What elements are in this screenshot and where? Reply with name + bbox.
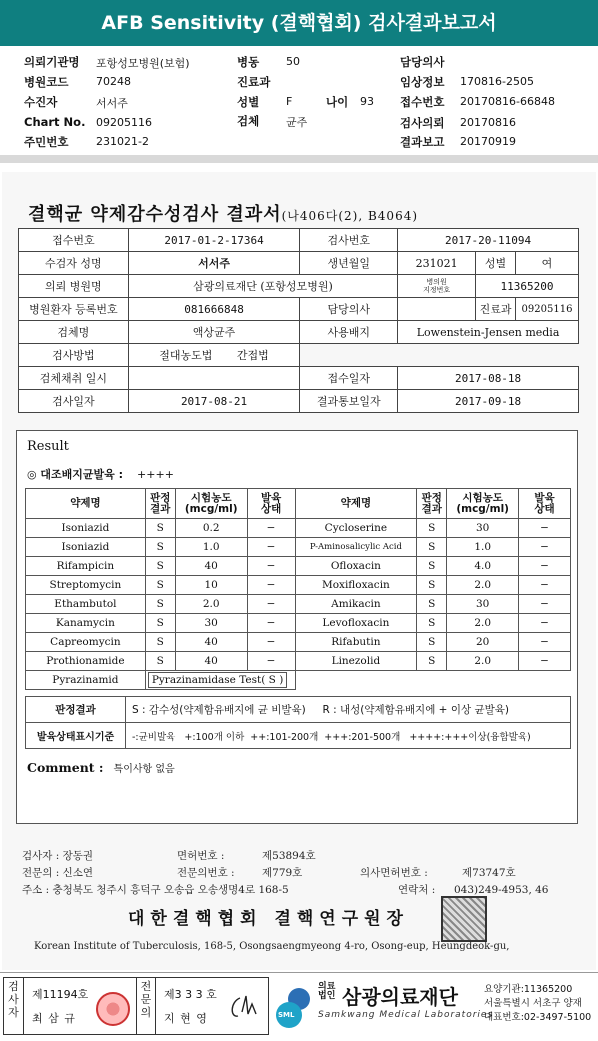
concentration: 2.0 — [447, 652, 519, 671]
form-label: 검사일자 — [19, 390, 129, 413]
ordering-org-label: 의뢰기관명 — [24, 55, 80, 69]
drug-name: Cycloserine — [295, 519, 417, 538]
judgement: S — [145, 633, 175, 652]
concentration: 2.0 — [447, 614, 519, 633]
col-header: 발육 상태 — [247, 489, 295, 519]
drug-name: Isoniazid — [26, 538, 146, 557]
stamp-icon — [96, 992, 130, 1026]
drug-name: Prothionamide — [26, 652, 146, 671]
form-value: 2017-20-11094 — [398, 229, 579, 252]
form-label: 사용배지 — [300, 321, 398, 344]
judge-label: 판정결과 — [26, 697, 126, 723]
judgement: S — [145, 595, 175, 614]
report-date: 20170919 — [460, 135, 516, 148]
chart-label: Chart No. — [24, 115, 86, 129]
drug-name: Streptomycin — [26, 576, 146, 595]
tester-name: 최 삼 규 — [32, 1012, 76, 1025]
specialist-number-label: 전문의번호 : — [177, 867, 235, 879]
form-value: 액상균주 — [128, 321, 300, 344]
doctor-label: 담당의사 — [400, 55, 445, 69]
pza-result — [145, 671, 295, 690]
col-header: 발육 상태 — [519, 489, 571, 519]
form-row — [19, 367, 579, 390]
table-header-row — [26, 489, 571, 519]
form-label: 병원환자 등록번호 — [19, 298, 129, 321]
req-date: 20170816 — [460, 116, 516, 129]
form-value: 여 — [515, 252, 578, 275]
ward-label: 병동 — [237, 55, 260, 69]
specialist: 전문의 : 신소연 — [22, 867, 94, 879]
sml-logo-icon — [276, 980, 310, 1030]
drug-name: Capreomycin — [26, 633, 146, 652]
drug-rows — [26, 519, 571, 671]
judgement: S — [417, 557, 447, 576]
patient: 서서주 — [96, 97, 128, 110]
growth: − — [519, 633, 571, 652]
req-date-label: 검사의뢰 — [400, 116, 445, 130]
form-label: 수검자 성명 — [19, 252, 129, 275]
concentration: 40 — [175, 633, 247, 652]
col-header: 시험농도 (mcg/ml) — [447, 489, 519, 519]
form-value — [398, 298, 476, 321]
concentration: 40 — [175, 652, 247, 671]
judgement: S — [417, 633, 447, 652]
judgement: S — [417, 576, 447, 595]
table-row — [26, 652, 571, 671]
concentration: 2.0 — [175, 595, 247, 614]
judgement: S — [145, 576, 175, 595]
drug-name: P-Aminosalicylic Acid — [295, 538, 417, 557]
concentration: 1.0 — [175, 538, 247, 557]
form-row — [19, 344, 579, 367]
table-row — [26, 538, 571, 557]
doctor-license: 제73747호 — [462, 867, 516, 879]
judgement: S — [145, 557, 175, 576]
clinical: 170816-2505 — [460, 75, 534, 88]
form-label: 의뢰 병원명 — [19, 275, 129, 298]
form-value: 11365200 — [476, 275, 579, 298]
company-address: 서울특별시 서초구 양재 — [484, 998, 582, 1009]
legend-table — [25, 696, 571, 749]
ward: 50 — [286, 55, 300, 68]
table-row — [26, 576, 571, 595]
table-row — [26, 519, 571, 538]
company-english: Samkwang Medical Laboratories — [318, 1010, 494, 1020]
col-header: 약제명 — [26, 489, 146, 519]
drug-name: Amikacin — [295, 595, 417, 614]
table-row — [26, 595, 571, 614]
association-name: 대한결핵협회 결핵연구원장 — [128, 909, 409, 929]
concentration: 30 — [175, 614, 247, 633]
id-number: 231021-2 — [96, 135, 149, 148]
form-value: 231021 — [398, 252, 476, 275]
chart: 09205116 — [96, 116, 152, 129]
concentration: 20 — [447, 633, 519, 652]
form-row — [19, 252, 579, 275]
form-value: 2017-09-18 — [398, 390, 579, 413]
specialist-number: 제779호 — [262, 867, 303, 879]
background-growth-value: ++++ — [137, 468, 174, 481]
form-label: 접수번호 — [19, 229, 129, 252]
growth-value: -:균비발육 +:100개 이하 ++:101-200개 +++:201-500개 ++++:+++이상(융합발육) — [126, 723, 571, 749]
company-text: 삼광의료재단 — [342, 985, 458, 1009]
form-label: 병의원 지정번호 — [398, 275, 476, 298]
concentration: 1.0 — [447, 538, 519, 557]
specialist-license: 제3 3 3 호 — [164, 988, 217, 1001]
form-row — [19, 229, 579, 252]
form-value: 081666848 — [128, 298, 300, 321]
section-divider — [0, 155, 598, 163]
judgement: S — [145, 538, 175, 557]
form-label: 성별 — [476, 252, 516, 275]
form-value: 2017-08-21 — [128, 390, 300, 413]
judgement: S — [145, 614, 175, 633]
drug-name: Ofloxacin — [295, 557, 417, 576]
license-number: 제53894호 — [262, 850, 316, 862]
judgement: S — [417, 652, 447, 671]
judgement: S — [417, 595, 447, 614]
growth: − — [247, 519, 295, 538]
doc-title-text: 결핵균 약제감수성검사 결과서 — [28, 204, 282, 225]
growth: − — [247, 557, 295, 576]
company-name — [318, 981, 458, 1010]
request-form-table — [18, 228, 579, 413]
form-label: 결과통보일자 — [300, 390, 398, 413]
receipt-label: 접수번호 — [400, 95, 445, 109]
result-section — [16, 430, 578, 824]
age: 93 — [360, 95, 374, 108]
specialist-vertical-label: 전 문 의 — [136, 978, 156, 1034]
growth: − — [247, 633, 295, 652]
company-info — [484, 983, 591, 1025]
concentration: 4.0 — [447, 557, 519, 576]
comment-value: 특이사항 없음 — [113, 764, 175, 775]
form-value — [128, 344, 300, 367]
report-label: 결과보고 — [400, 135, 445, 149]
english-address: Korean Institute of Tuberculosis, 168-5, Osongsaengmyeong 4-ro, Osong-eup, Heungdeok-gu, — [34, 941, 510, 952]
address: 주소 : 충청북도 청주시 흥덕구 오송읍 오송생명4로 168-5 — [22, 884, 289, 896]
growth: − — [247, 614, 295, 633]
tester-vertical-label: 검 사 자 — [4, 978, 24, 1034]
id-label: 주민번호 — [24, 135, 69, 149]
susceptibility-table — [25, 488, 571, 690]
document-title — [28, 200, 418, 226]
judgement: S — [145, 652, 175, 671]
concentration: 10 — [175, 576, 247, 595]
growth: − — [247, 652, 295, 671]
form-label: 담당의사 — [300, 298, 398, 321]
report-header: AFB Sensitivity (결핵협회) 검사결과보고서 — [0, 0, 598, 46]
judgement: S — [417, 519, 447, 538]
drug-name: Kanamycin — [26, 614, 146, 633]
receipt: 20170816-66848 — [460, 95, 555, 108]
form-label: 생년월일 — [300, 252, 398, 275]
judgement: S — [417, 614, 447, 633]
form-row — [19, 390, 579, 413]
drug-name: Rifampicin — [26, 557, 146, 576]
judgement: S — [145, 519, 175, 538]
drug-name: Levofloxacin — [295, 614, 417, 633]
tester-license: 제11194호 — [32, 988, 89, 1001]
judge-value — [126, 697, 571, 723]
form-row — [19, 298, 579, 321]
form-label: 진료과 — [476, 298, 516, 321]
comment — [27, 760, 175, 775]
specialist-name: 지 현 영 — [164, 1012, 208, 1025]
growth: − — [519, 538, 571, 557]
sex-label: 성별 — [237, 95, 260, 109]
signature-icon — [226, 992, 262, 1024]
table-row — [26, 614, 571, 633]
form-value: Lowenstein-Jensen media — [398, 321, 579, 344]
form-label: 검사방법 — [19, 344, 129, 367]
col-header: 약제명 — [295, 489, 417, 519]
col-header: 판정 결과 — [145, 489, 175, 519]
growth: − — [519, 614, 571, 633]
growth: − — [247, 576, 295, 595]
concentration: 0.2 — [175, 519, 247, 538]
form-value: 2017-01-2-17364 — [128, 229, 300, 252]
growth: − — [519, 576, 571, 595]
growth: − — [519, 557, 571, 576]
concentration: 2.0 — [447, 576, 519, 595]
main-phone: 대표번호:02-3497-5100 — [484, 1012, 592, 1023]
concentration: 30 — [447, 519, 519, 538]
dept-label: 진료과 — [237, 75, 271, 89]
signer-box — [3, 977, 269, 1035]
drug-name: Ethambutol — [26, 595, 146, 614]
col-header: 판정 결과 — [417, 489, 447, 519]
growth: − — [519, 519, 571, 538]
clinical-label: 임상정보 — [400, 75, 445, 89]
drug-name: Pyrazinamid — [26, 671, 146, 690]
blank-cell — [295, 671, 570, 690]
form-value: 09205116 — [515, 298, 578, 321]
growth-label: 발육상태표시기준 — [26, 723, 126, 749]
background-growth-label: ◎ 대조배지균발육 : — [27, 468, 124, 481]
form-label: 검체채취 일시 — [19, 367, 129, 390]
table-row — [26, 557, 571, 576]
drug-name: Moxifloxacin — [295, 576, 417, 595]
concentration: 40 — [175, 557, 247, 576]
official-seal — [441, 896, 487, 942]
doc-code: (나406다(2), B4064) — [281, 209, 419, 223]
concentration: 30 — [447, 595, 519, 614]
institution-code: 요양기관:11365200 — [484, 984, 573, 995]
judge-s: S : 감수성(약제함유배지에 균 비발육) — [132, 704, 306, 716]
test: 균주 — [286, 116, 308, 129]
logo-text: SML — [278, 1011, 295, 1019]
corp-label: 의료 법인 — [318, 982, 336, 1001]
method-indirect: 간접법 — [236, 349, 269, 362]
judge-r: R : 내성(약제함유배지에 + 이상 균발육) — [322, 704, 509, 716]
contact: 043)249-4953, 46 — [454, 884, 549, 896]
age-label: 나이 — [326, 95, 349, 109]
growth: − — [519, 652, 571, 671]
form-label: 검체명 — [19, 321, 129, 344]
comment-label: Comment : — [27, 760, 104, 775]
growth: − — [247, 595, 295, 614]
contact-label: 연락처 : — [398, 884, 436, 896]
patient-label: 수진자 — [24, 95, 58, 109]
form-value: 서서주 — [128, 252, 300, 275]
hosp-code-label: 병원코드 — [24, 75, 69, 89]
form-value: 2017-08-18 — [398, 367, 579, 390]
form-value: 삼광의료재단 (포항성모병원) — [128, 275, 397, 298]
form-label: 검사번호 — [300, 229, 398, 252]
license-label: 면허번호 : — [177, 850, 225, 862]
table-row — [26, 671, 571, 690]
background-growth — [27, 466, 174, 482]
lab-footer — [0, 972, 598, 1041]
test-label: 검체 — [237, 114, 260, 128]
drug-name: Rifabutin — [295, 633, 417, 652]
blank-cell — [300, 344, 579, 367]
judgement: S — [417, 538, 447, 557]
legend-row — [26, 723, 571, 749]
growth: − — [247, 538, 295, 557]
col-header: 시험농도 (mcg/ml) — [175, 489, 247, 519]
result-title: Result — [27, 439, 69, 454]
form-value — [128, 367, 300, 390]
doctor-license-label: 의사면허번호 : — [360, 867, 428, 879]
drug-name: Linezolid — [295, 652, 417, 671]
legend-row — [26, 697, 571, 723]
table-row — [26, 633, 571, 652]
sex: F — [286, 95, 293, 108]
drug-name: Isoniazid — [26, 519, 146, 538]
growth: − — [519, 595, 571, 614]
method-absolute: 절대농도법 — [159, 349, 213, 362]
tester: 검사자 : 장동권 — [22, 850, 94, 862]
form-row — [19, 321, 579, 344]
form-row — [19, 275, 579, 298]
hosp-code: 70248 — [96, 75, 131, 88]
ordering-org: 포항성모병원(보험) — [96, 57, 190, 70]
pza-test: Pyrazinamidase Test( S ) — [148, 672, 288, 688]
form-label: 접수일자 — [300, 367, 398, 390]
